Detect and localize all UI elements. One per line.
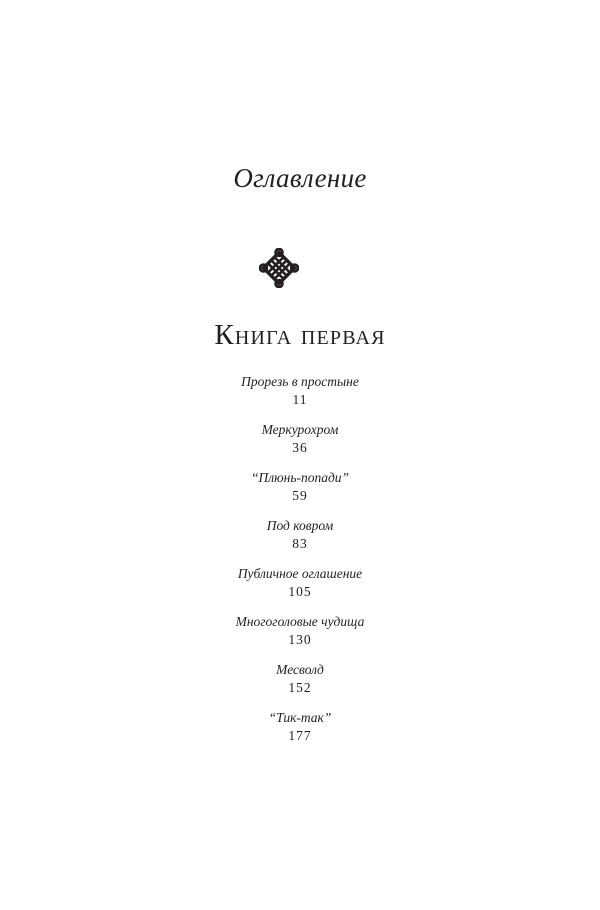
chapter-title: Прорезь в простыне — [241, 374, 359, 389]
chapter-title: Месволд — [276, 662, 324, 677]
chapter-entry[interactable] — [0, 514, 600, 562]
chapter-title: “Тик-так” — [268, 710, 332, 725]
chapter-entry[interactable] — [0, 466, 600, 514]
chapter-entry[interactable] — [0, 658, 600, 706]
chapter-page-number: 177 — [288, 728, 312, 743]
chapter-entry[interactable] — [0, 706, 600, 754]
book-title: Книга первая — [214, 319, 386, 351]
chapter-title: “Плюнь-попади” — [250, 470, 350, 485]
chapter-list — [0, 370, 600, 754]
chapter-entry[interactable] — [0, 562, 600, 610]
chapter-page-number: 59 — [292, 488, 308, 503]
toc-heading: Оглавление — [233, 163, 367, 193]
chapter-title: Многоголовые чудища — [235, 614, 365, 629]
chapter-page-number: 105 — [288, 584, 312, 599]
chapter-page-number: 130 — [288, 632, 312, 647]
chapter-entry[interactable] — [0, 370, 600, 418]
chapter-page-number: 36 — [292, 440, 308, 455]
endless-knot-icon — [259, 248, 299, 288]
chapter-title: Публичное оглашение — [237, 566, 363, 581]
chapter-entry[interactable] — [0, 610, 600, 658]
chapter-entry[interactable] — [0, 418, 600, 466]
chapter-title: Под ковром — [266, 518, 334, 533]
chapter-page-number: 11 — [292, 392, 308, 407]
chapter-page-number: 83 — [292, 536, 308, 551]
chapter-page-number: 152 — [288, 680, 312, 695]
chapter-title: Меркурохром — [261, 422, 339, 437]
